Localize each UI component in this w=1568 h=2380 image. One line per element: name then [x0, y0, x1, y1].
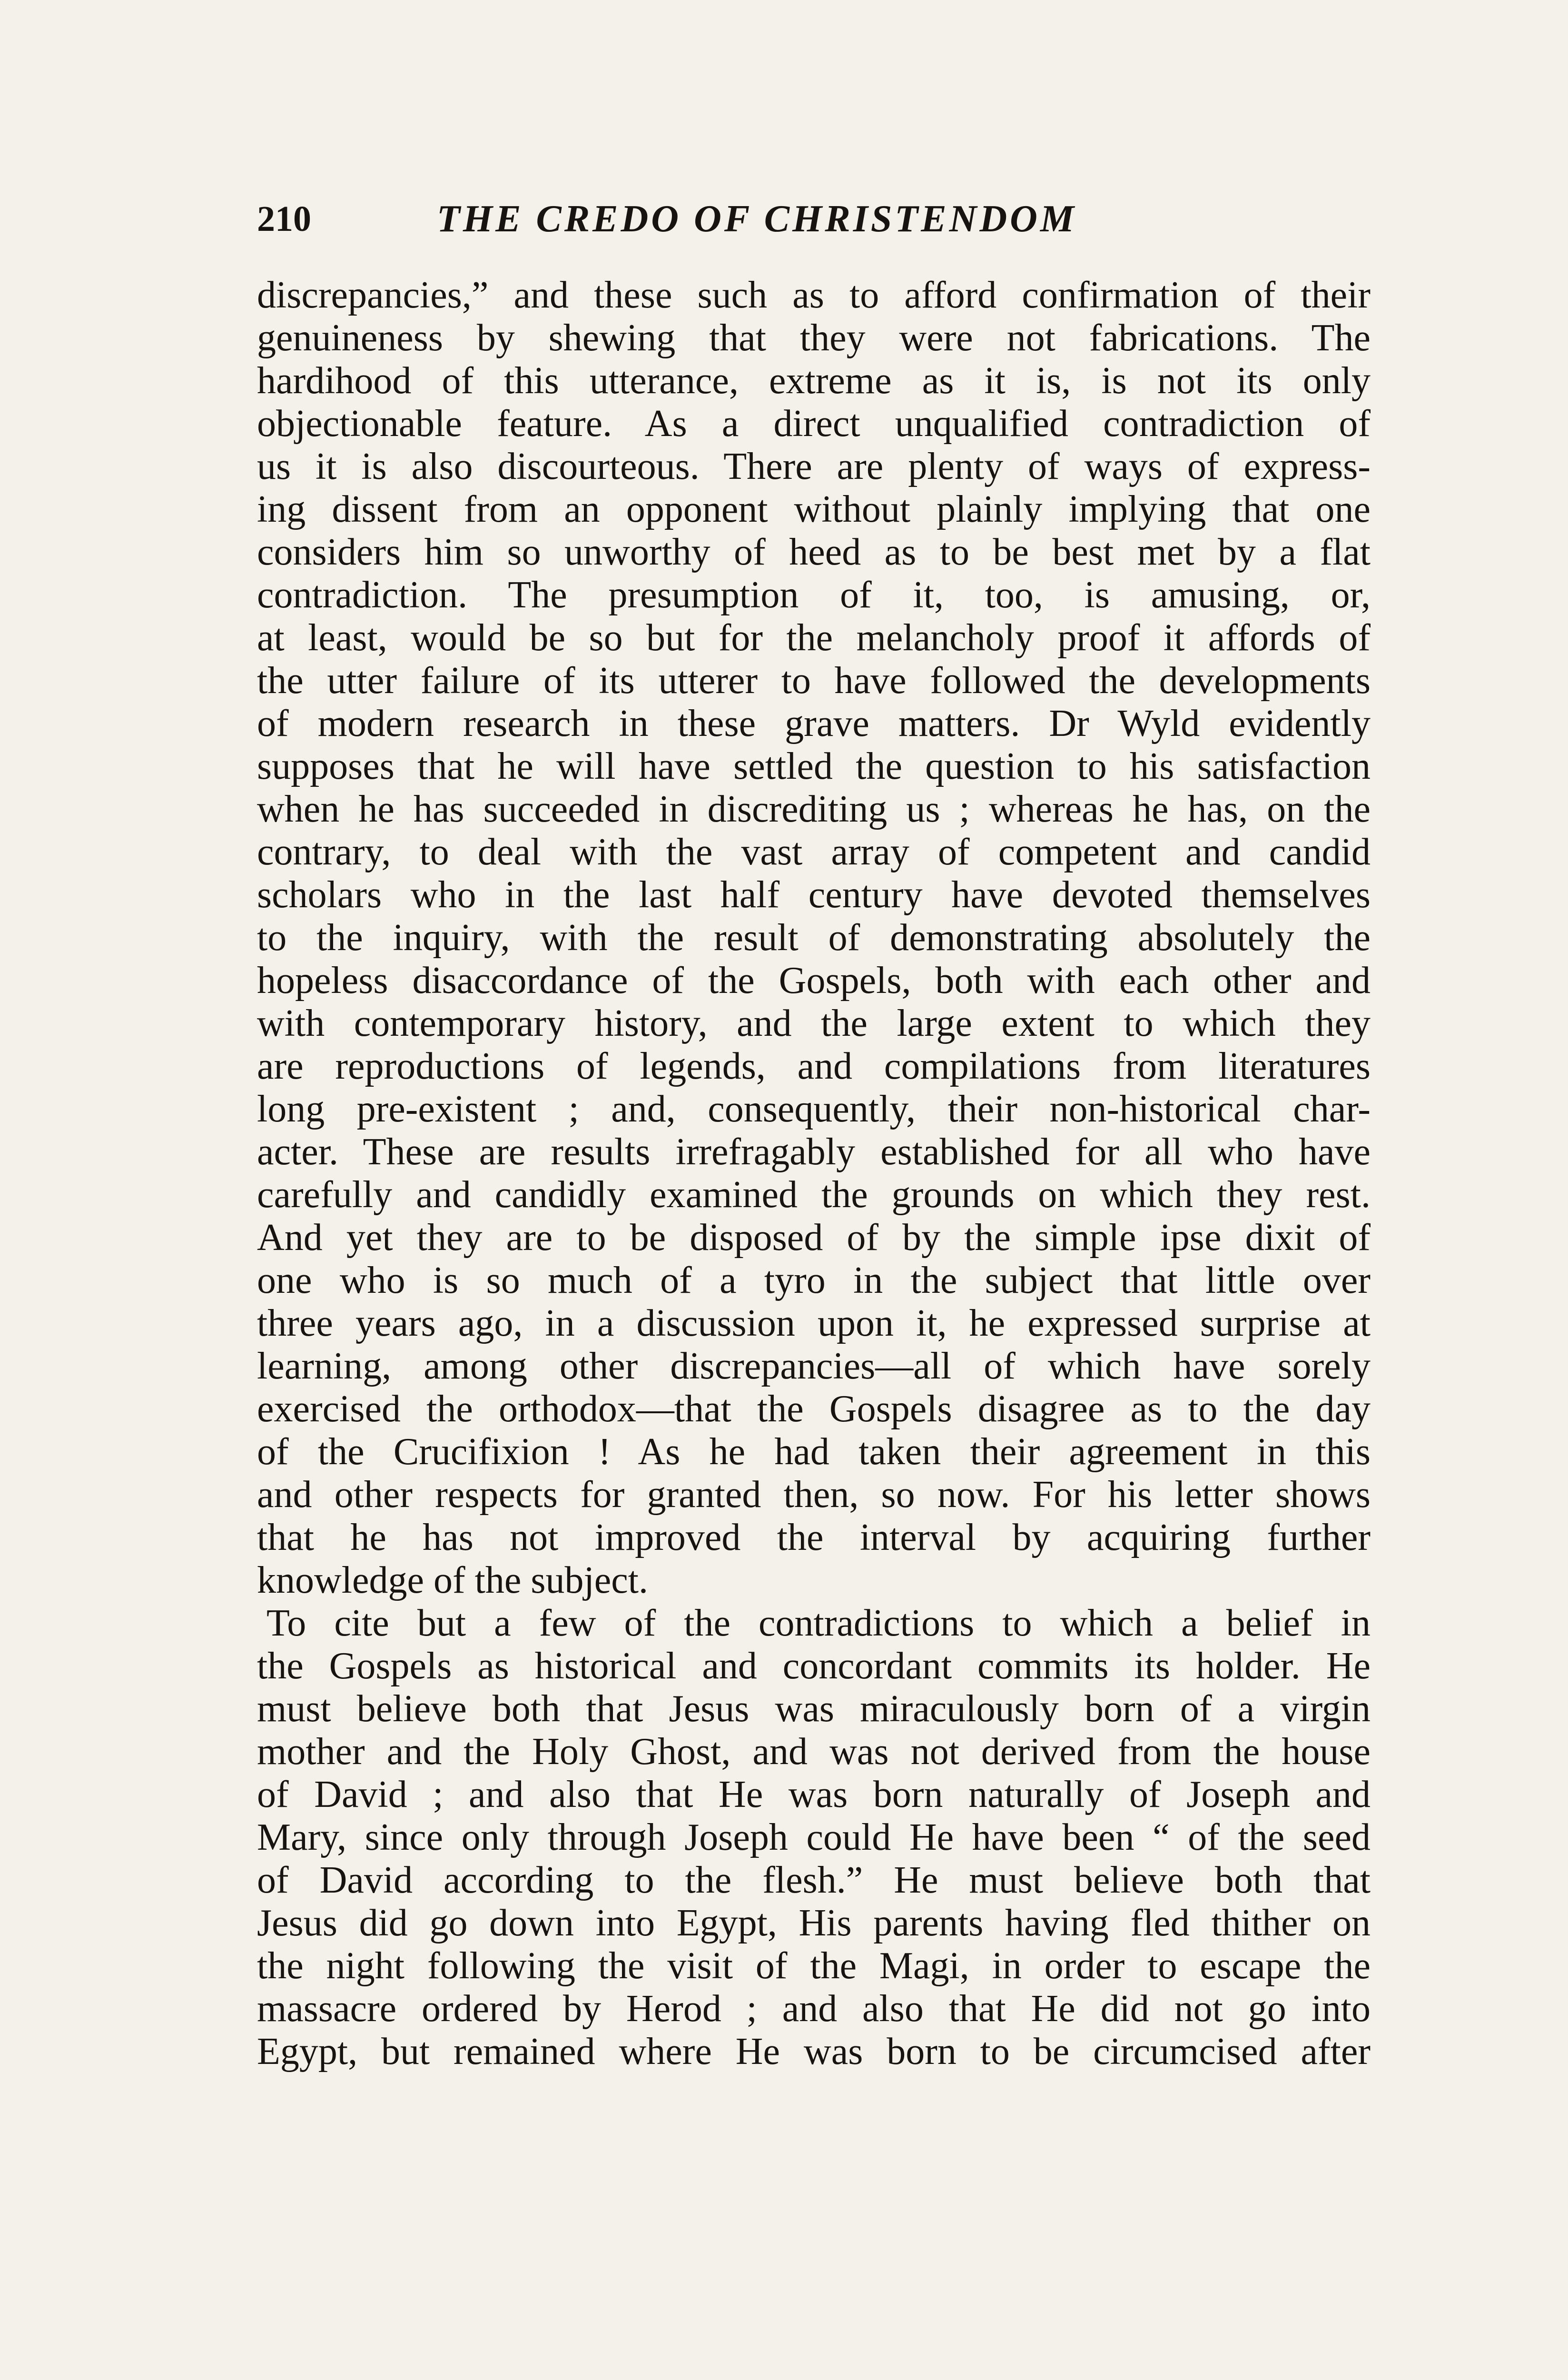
text-line: scholars who in the last half century have devoted themselves: [257, 874, 1371, 916]
text-line: that he has not improved the interval by acquiring further: [257, 1517, 1371, 1558]
text-line: three years ago, in a discussion upon it, he expressed surprise at: [257, 1302, 1371, 1344]
text-line: the utter failure of its utterer to have followed the developments: [257, 660, 1371, 702]
text-line: of David ; and also that He was born naturally of Joseph and: [257, 1774, 1371, 1815]
text-line: the night following the visit of the Magi, in order to escape the: [257, 1945, 1371, 1987]
text-line: Egypt, but remained where He was born to be circumcised after: [257, 2031, 1371, 2073]
text-line: Jesus did go down into Egypt, His parents having fled thither on: [257, 1902, 1371, 1944]
text-line: discrepancies,” and these such as to afford confirmation of their: [257, 274, 1371, 316]
page-number: 210: [257, 199, 311, 239]
text-line: acter. These are results irrefragably established for all who have: [257, 1131, 1371, 1173]
text-line: And yet they are to be disposed of by the simple ipse dixit of: [257, 1217, 1371, 1259]
text-line: To cite but a few of the contradictions to which a belief in: [266, 1602, 1371, 1644]
text-line: Mary, since only through Joseph could He have been “ of the seed: [257, 1816, 1371, 1858]
text-line: knowledge of the subject.: [257, 1559, 648, 1601]
text-line: of David according to the flesh.” He must believe both that: [257, 1859, 1371, 1901]
text-line: the Gospels as historical and concordant commits its holder. He: [257, 1645, 1371, 1687]
text-line: objectionable feature. As a direct unqualified contradiction of: [257, 403, 1371, 445]
text-line: hopeless disaccordance of the Gospels, both with each other and: [257, 960, 1371, 1002]
page-header: [257, 193, 1371, 245]
text-line: genuineness by shewing that they were not fabrications. The: [257, 317, 1371, 359]
text-line: massacre ordered by Herod ; and also that He did not go into: [257, 1988, 1371, 2030]
text-line: contradiction. The presumption of it, too, is amusing, or,: [257, 574, 1371, 616]
text-line: of the Crucifixion ! As he had taken their agreement in this: [257, 1431, 1371, 1473]
text-line: one who is so much of a tyro in the subject that little over: [257, 1259, 1371, 1301]
text-line: and other respects for granted then, so now. For his letter shows: [257, 1474, 1371, 1516]
text-line: us it is also discourteous. There are plenty of ways of express-: [257, 446, 1371, 487]
text-line: to the inquiry, with the result of demonstrating absolutely the: [257, 917, 1371, 959]
text-line: hardihood of this utterance, extreme as it is, is not its only: [257, 360, 1371, 402]
body-text: [257, 274, 1371, 2073]
text-line: carefully and candidly examined the grounds on which they rest.: [257, 1174, 1371, 1216]
text-line: learning, among other discrepancies—all of which have sorely: [257, 1345, 1371, 1387]
text-line: of modern research in these grave matters. Dr Wyld evidently: [257, 703, 1371, 744]
text-line: at least, would be so but for the melancholy proof it affords of: [257, 617, 1371, 659]
text-line: are reproductions of legends, and compilations from literatures: [257, 1045, 1371, 1087]
text-line: contrary, to deal with the vast array of competent and candid: [257, 831, 1371, 873]
text-line: long pre-existent ; and, consequently, their non-historical char-: [257, 1088, 1371, 1130]
text-line: with contemporary history, and the large extent to which they: [257, 1002, 1371, 1044]
running-title: THE CREDO OF CHRISTENDOM: [437, 198, 1077, 240]
text-line: considers him so unworthy of heed as to be best met by a flat: [257, 531, 1371, 573]
text-line: ing dissent from an opponent without plainly implying that one: [257, 488, 1371, 530]
text-line: exercised the orthodox—that the Gospels disagree as to the day: [257, 1388, 1371, 1430]
page-footer: [0, 2237, 1568, 2332]
text-line: mother and the Holy Ghost, and was not derived from the house: [257, 1731, 1371, 1773]
text-line: supposes that he will have settled the question to his satisfaction: [257, 745, 1371, 787]
text-line: must believe both that Jesus was miraculously born of a virgin: [257, 1688, 1371, 1730]
text-line: when he has succeeded in discrediting us ; whereas he has, on the: [257, 788, 1371, 830]
